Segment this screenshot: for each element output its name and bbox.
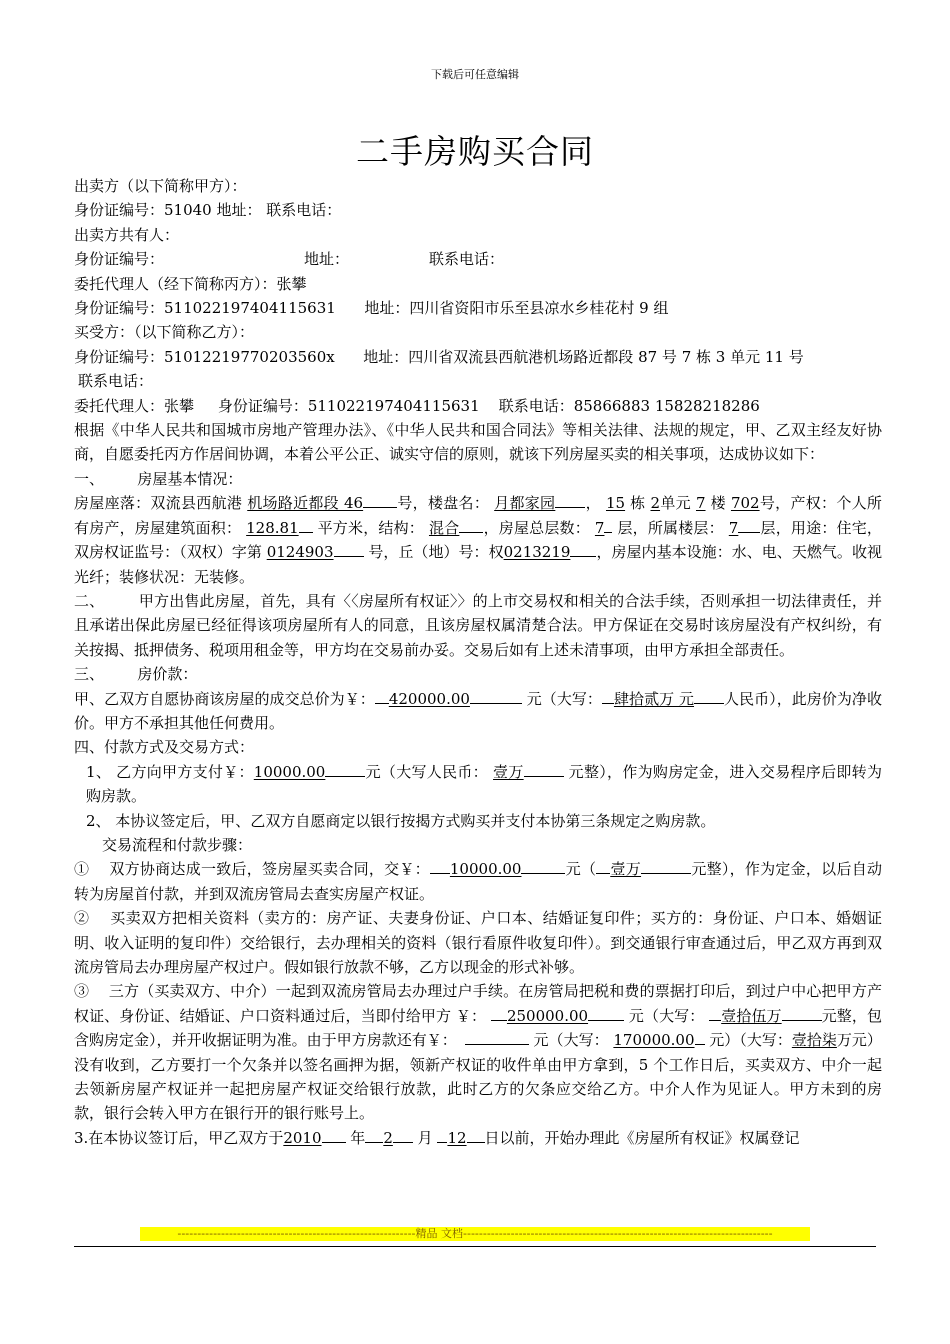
- text: 号，楼盘名：: [397, 494, 490, 513]
- section-1-heading: 一、 房屋基本情况：: [74, 469, 243, 488]
- field-total-price: 420000.00: [388, 689, 470, 708]
- field-cert-no: 0124903: [266, 543, 334, 562]
- text: 元（大写：: [533, 1031, 609, 1050]
- text: 元）（大写：: [709, 1031, 792, 1050]
- section-2-paragraph: 二、 甲方出售此房屋，首先，具有〈〈房屋所有权证〉〉的上市交易权和相关的合法手续，否则承担一切法律责任，并且承诺出保此房屋已经征得该项房屋所有人的同意，且该房屋权属清楚合法。甲方保证在交易时该房屋没有产权纠纷，有关按揭、抵押债务、税项用租金等，甲方均在交易前办妥。交易后如有上述未清事项，由甲方承担全部责任。: [74, 591, 882, 659]
- agent-c-label: 委托代理人（经下简称丙方）：张攀: [74, 274, 307, 293]
- field-total-price-words: 肆拾贰万 元: [613, 689, 695, 708]
- field-day: 12: [447, 1128, 467, 1147]
- field-step3-words: 壹拾伍万: [721, 1006, 782, 1025]
- co-owner-line: [74, 247, 882, 271]
- text: 单元: [660, 494, 691, 513]
- co-owner-id-label: 身份证编号：: [74, 250, 165, 269]
- section-4-heading: 四、付款方式及交易方式：: [74, 738, 255, 757]
- text: 万元）没有收到，乙方要打一个欠条并以签名画押为据，领新产权证的收件单由甲方拿到，5 个工作日后，买卖双方、中介一起去领新房屋产权证并一起把房屋产权证交给银行放款，此时乙方的欠条应交给乙方。中介人作为见证人。甲方未到的房款，银行会转入甲方在银行开的银行账号上。: [74, 1031, 882, 1123]
- text: 1、 乙方向甲方支付￥：: [86, 762, 254, 781]
- section-3-paragraph: [74, 687, 882, 736]
- text: 元（大写：: [628, 1006, 705, 1025]
- payment-step-3: [74, 979, 882, 1125]
- field-unit: 2: [650, 494, 661, 513]
- footer-banner: ------------------------------------------------------------精品 文档------------------------------------------------------------------------------: [140, 1227, 810, 1241]
- field-step3-remaining-words: 壹拾柒: [791, 1031, 837, 1050]
- field-month: 2: [383, 1128, 393, 1147]
- payment-item-1: [74, 760, 882, 809]
- text: 栋: [630, 494, 646, 513]
- text: 元（大写人民币：: [365, 762, 488, 781]
- field-area: 128.81: [246, 518, 299, 537]
- buyer-id-line: 身份证编号：51012219770203560x 地址：四川省双流县西航港机场路近都段 87 号 7 栋 3 单元 11 号: [74, 347, 804, 366]
- field-estate: 月都家园: [494, 494, 556, 513]
- text: 元（: [565, 860, 597, 879]
- agent-b-line: 委托代理人：张攀 身份证编号：511022197404115631 联系电话：85866883 15828218286: [74, 396, 760, 415]
- text: 号，产权：个人所有房产，房屋建筑面积：: [74, 494, 882, 537]
- header-note: 下载后可任意编辑: [431, 68, 519, 81]
- field-deposit: 10000.00: [253, 762, 326, 781]
- text: 人民币），此房价为净收价。甲方不承担其他任何费用。: [74, 689, 882, 732]
- buyer-phone-label: 联系电话：: [78, 372, 154, 391]
- field-room: 702: [730, 494, 760, 513]
- text: 号，丘（地）号：权: [368, 543, 504, 562]
- field-year: 2010: [283, 1128, 322, 1147]
- contract-title: 二手房购买合同: [356, 132, 594, 171]
- buyer-label: 买受方：（以下简称乙方）：: [74, 323, 255, 342]
- text: 元整），作为购房定金，进入交易程序后即转为购房款。: [86, 762, 882, 806]
- field-step1-amount: 10000.00: [449, 860, 522, 879]
- field-total-floors: 7: [594, 518, 605, 537]
- footer-rule: [74, 1246, 876, 1247]
- text: 房屋座落：双流县西航港: [74, 494, 243, 513]
- text: 3.在本协议签订后，甲乙双方于: [74, 1128, 284, 1147]
- field-structure: 混合: [428, 518, 460, 537]
- text: 平方米，结构：: [317, 518, 424, 537]
- field-building: 15: [605, 494, 626, 513]
- text: 元整，包含购房定金），并开收据证明为准。由于甲方房款还有￥：: [74, 1006, 882, 1050]
- field-land-no: 0213219: [503, 543, 571, 562]
- co-owner-phone-label: 联系电话：: [429, 250, 505, 269]
- text: ，房屋总层数：: [483, 518, 590, 537]
- intro-paragraph: 根据《中华人民共和国城市房地产管理办法》、《中华人民共和国合同法》等相关法律、法规的规定，甲、乙双主经友好协商，自愿委托丙方作居间协调，本着公平公正、诚实守信的原则，就该下列房屋买卖的相关事项，达成协议如下：: [74, 421, 882, 464]
- text: ，: [585, 494, 601, 513]
- text: ，房屋内基本设施：水、电、天燃气。收视光纤；装修状况：无装修。: [74, 543, 882, 586]
- payment-step-2: ② 买卖双方把相关资料（卖方的：房产证、夫妻身份证、户口本、结婚证复印件；买方的：身份证、户口本、婚姻证明、收入证明的复印件）交给银行，去办理相关的资料（银行看原件收复印件）。到交通银行审查通过后，甲乙双方再到双流房管局去办理房屋产权过户。假如银行放款不够，乙方以现金的形式补够。: [74, 909, 882, 976]
- field-floor: 7: [695, 494, 706, 513]
- text: 元整），作为定金，以后自动转为房屋首付款，并到双流房管局去查实房屋产权证。: [74, 860, 882, 903]
- contract-body: [74, 174, 882, 1150]
- field-located-floor: 7: [728, 518, 739, 537]
- text: ① 双方协商达成一致后，签房屋买卖合同，交￥：: [74, 860, 430, 879]
- co-owner-addr-label: 地址：: [304, 250, 350, 269]
- text: 日以前，开始办理此《房屋所有权证》权属登记: [484, 1128, 800, 1147]
- payment-item-3: [74, 1126, 882, 1150]
- field-deposit-words: 壹万: [493, 762, 524, 781]
- agent-c-id-line: 身份证编号：511022197404115631 地址：四川省资阳市乐至县凉水乡桂花村 9 组: [74, 299, 669, 318]
- text: 甲、乙双方自愿协商该房屋的成交总价为￥：: [74, 689, 375, 708]
- payment-steps-heading: 交易流程和付款步骤：: [102, 835, 253, 854]
- section-1-paragraph: [74, 491, 882, 589]
- field-step3-amount: 250000.00: [506, 1006, 589, 1025]
- payment-item-2: 2、 本协议签定后，甲、乙双方自愿商定以银行按揭方式购买并支付本协第三条规定之购房款。: [86, 811, 716, 830]
- text: 楼: [710, 494, 726, 513]
- field-step1-words: 壹万: [610, 860, 642, 879]
- seller-label: 出卖方（以下简称甲方）：: [74, 177, 247, 195]
- text: 层，所属楼层：: [617, 518, 724, 537]
- seller-id-line: 身份证编号：51040 地址： 联系电话：: [74, 201, 342, 220]
- text: ③ 三方（买卖双方、中介）一起到双流房管局去办理过户手续。在房管局把税和费的票据打印后，到过户中心把甲方产权证、身份证、结婚证、户口资料通过后，当即付给甲方 ￥：: [74, 982, 882, 1025]
- section-3-heading: 三、 房价款：: [74, 665, 198, 684]
- field-street: 机场路近都段 46: [247, 494, 364, 513]
- payment-step-1: [74, 857, 882, 906]
- co-owner-label: 出卖方共有人：: [74, 225, 180, 244]
- text: 月: [417, 1128, 433, 1147]
- text: 年: [350, 1128, 366, 1147]
- text: 元（大写：: [526, 689, 602, 708]
- field-step3-remaining-amount: 170000.00: [613, 1031, 695, 1050]
- text: 层，用途：住宅，双房权证监号：（双权）字第: [74, 518, 882, 562]
